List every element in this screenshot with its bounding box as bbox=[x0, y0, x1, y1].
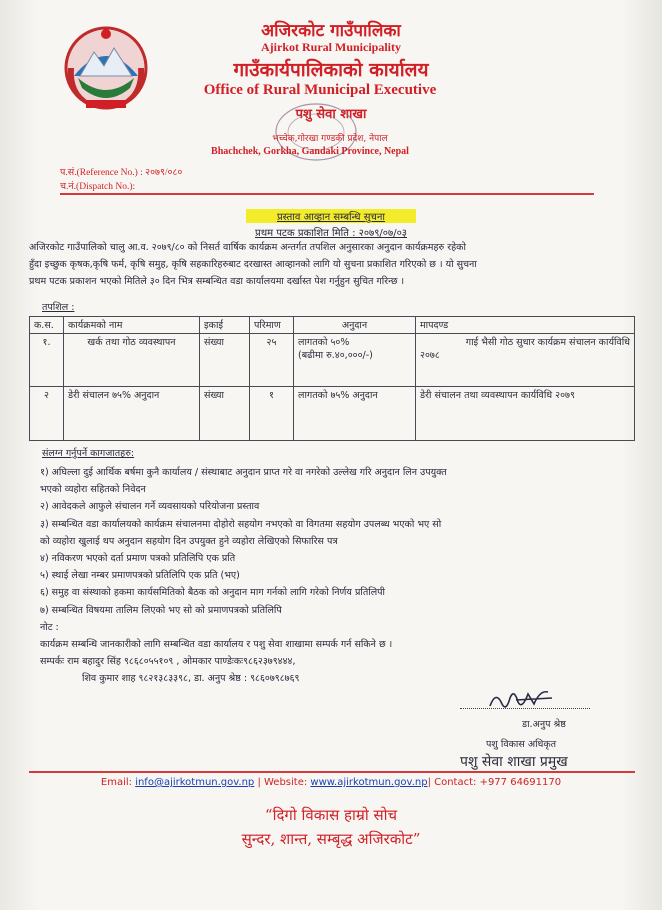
criteria-line: गाई भैसी गोठ सुधार कार्यक्रम संचालन कार्यविधि bbox=[465, 337, 630, 348]
list-item: भएको व्यहोरा सहितको निवेदन bbox=[40, 484, 146, 496]
column-header: परिमाण bbox=[250, 317, 294, 334]
table-header-row bbox=[30, 317, 635, 334]
department-name: पशु सेवा शाखा bbox=[295, 107, 367, 122]
website-link[interactable]: www.ajirkotmun.gov.np bbox=[310, 777, 428, 788]
municipality-title-en: Ajirkot Rural Municipality bbox=[261, 40, 401, 54]
column-header: अनुदान bbox=[294, 317, 416, 334]
address-np: भच्चेक,गोरखा गण्डकी प्रदेश, नेपाल bbox=[272, 134, 388, 144]
email-link[interactable]: info@ajirkotmun.gov.np bbox=[135, 777, 255, 788]
cell-grant: लागतको ७५% अनुदान bbox=[294, 387, 416, 441]
list-item: २) आवेदकले आफुले संचालन गर्ने व्यवसायको परियोजना प्रस्ताव bbox=[40, 501, 260, 513]
grant-schedule-table bbox=[29, 316, 635, 441]
email-label: Email: bbox=[100, 777, 136, 788]
municipality-title-np: अजिरकोट गाउँपालिका bbox=[261, 21, 401, 41]
table-row bbox=[30, 334, 635, 387]
attachments-list bbox=[40, 464, 640, 688]
list-item: ४) नविकरण भएको दर्ता प्रमाण पत्रको प्रतिलिपि एक प्रति bbox=[40, 553, 236, 565]
cell-grant bbox=[294, 334, 416, 387]
signature-line bbox=[460, 708, 590, 709]
cell-qty: २५ bbox=[250, 334, 294, 387]
website-label: | Website: bbox=[254, 777, 311, 788]
schedule-label: तपशिल : bbox=[42, 302, 75, 313]
notice-paragraph bbox=[29, 239, 634, 290]
office-title-en: Office of Rural Municipal Executive bbox=[203, 82, 437, 98]
cell-criteria: डेरी संचालन तथा व्यवस्थापन कार्यविधि २०७९ bbox=[416, 387, 635, 441]
cell-criteria bbox=[416, 334, 635, 387]
office-title-np: गाउँकार्यपालिकाको कार्यालय bbox=[233, 59, 429, 81]
column-header: क.स. bbox=[30, 317, 64, 334]
footer-divider bbox=[29, 771, 635, 773]
cell-sn: १. bbox=[30, 334, 64, 387]
list-item: ६) समुह वा संस्थाको हकमा कार्यसमितिको बैठक को अनुदान माग गर्नको लागि गरेको निर्णय प्रतिलिपी bbox=[40, 587, 385, 599]
signatory-position: पशु विकास अधिकृत bbox=[486, 739, 557, 750]
signatory-name: डा.अनुप श्रेष्ठ bbox=[522, 719, 566, 730]
signatory-section: पशु सेवा शाखा प्रमुख bbox=[460, 754, 568, 770]
notice-subtitle: प्रथम पटक प्रकाशित मिति : २०७९/०७/०३ bbox=[255, 228, 407, 239]
handwritten-signature-icon bbox=[486, 684, 556, 714]
cell-unit: संख्या bbox=[200, 387, 250, 441]
note-label: नोट : bbox=[40, 621, 59, 633]
list-item: ३) सम्बन्धित वडा कार्यालयको कार्यक्रम संचालनमा दोहोरो सहयोग नभएको वा विगतमा सहयोग उपलब्ध भएको भए सो bbox=[40, 518, 442, 530]
paragraph-line: अजिरकोट गाउँपालिको चालु आ.व. २०७९/८० को निसर्त वार्षिक कार्यक्रम अन्तर्गत तपशिल अनुसारका अनुदान कार्यक्रमहरु रहेको bbox=[29, 242, 466, 253]
slogan-line-2: सुन्दर, शान्त, सम्बृद्ध अजिरकोट” bbox=[241, 830, 421, 848]
dispatch-number: च.नं.(Dispatch No.): bbox=[60, 182, 136, 192]
cell-name: डेरी संचालन ७५% अनुदान bbox=[64, 387, 200, 441]
column-header: मापदण्ड bbox=[416, 317, 635, 334]
list-item: को व्यहोरा खुलाई थप अनुदान सहयोग दिन उपयुक्त हुने व्यहोरा लेखिएको सिफारिस पत्र bbox=[40, 535, 338, 547]
cell-unit: संख्या bbox=[200, 334, 250, 387]
cell-qty: १ bbox=[250, 387, 294, 441]
header-divider bbox=[60, 193, 594, 195]
cell-sn: २ bbox=[30, 387, 64, 441]
paragraph-line: प्रथम पटक प्रकाशन भएको मितिले ३० दिन भित्र सम्बन्धित वडा कार्यालयमा दर्खास्त पेश गर्नुहुन सुचित गरिन्छ । bbox=[29, 276, 405, 287]
cell-name: खर्क तथा गोठ व्यवस्थापन bbox=[64, 334, 200, 387]
list-item: ५) स्थाई लेखा नम्बर प्रमाणपत्रको प्रतिलिपि एक प्रति (भए) bbox=[40, 570, 240, 582]
column-header: इकाई bbox=[200, 317, 250, 334]
table-row bbox=[30, 387, 635, 441]
list-item: ७) सम्बन्धित विषयमा तालिम लिएको भए सो को प्रमाणपत्रको प्रतिलिपि bbox=[40, 604, 282, 616]
contact-phone: | Contact: +977 64691170 bbox=[427, 777, 562, 788]
criteria-line: २०७८ bbox=[420, 350, 440, 361]
notice-title: प्रस्ताव आव्हान सम्बन्धि सुचना bbox=[246, 209, 416, 223]
reference-number: प.सं.(Reference No.) : २०७९/०८० bbox=[60, 168, 183, 178]
contact-line: शिव कुमार शाह ९८२१३८३३९८, डा. अनुप श्रेष्ठ : ९८६०७९८७६९ bbox=[82, 673, 300, 685]
note-text: कार्यक्रम सम्बन्धि जानकारीको लागि सम्बन्धित वडा कार्यालय र पशु सेवा शाखामा सम्पर्क गर्न सकिने छ । bbox=[40, 639, 393, 651]
column-header: कार्यक्रमको नाम bbox=[64, 317, 200, 334]
contact-line: सम्पर्कः राम बहादुर सिंह ९८६८०५५१०९ , ओमकार पाण्डेःकः९८६२३७९४४४, bbox=[40, 656, 296, 668]
grant-line: लागतको ५०% bbox=[298, 337, 350, 348]
slogan-line-1: “दिगो विकास हाम्रो सोच bbox=[264, 806, 398, 824]
list-item: १) अघिल्ला दुई आर्थिक बर्षमा कुनै कार्यालय / संस्थाबाट अनुदान प्राप्त गरे वा नगरेको उल्लेख गरि अनुदान लिन उपयुक्त bbox=[40, 467, 447, 478]
address-en: Bhachchek, Gorkha, Gandaki Province, Nepal bbox=[211, 146, 409, 157]
footer-contact bbox=[0, 777, 662, 788]
paragraph-line: हुँदा इच्छुक कृषक,कृषि फर्म, कृषि समुह, कृषि सहकारिहरुबाट दरखास्त आव्हानको लागि यो सुचना प्रकाशित गरिएको छ । यो सुचना bbox=[29, 259, 477, 270]
attachments-title: संलग्न गर्नुपर्ने कागजातहरु: bbox=[42, 448, 135, 459]
grant-line: (बढीमा रु.४०,०००/-) bbox=[298, 350, 373, 361]
